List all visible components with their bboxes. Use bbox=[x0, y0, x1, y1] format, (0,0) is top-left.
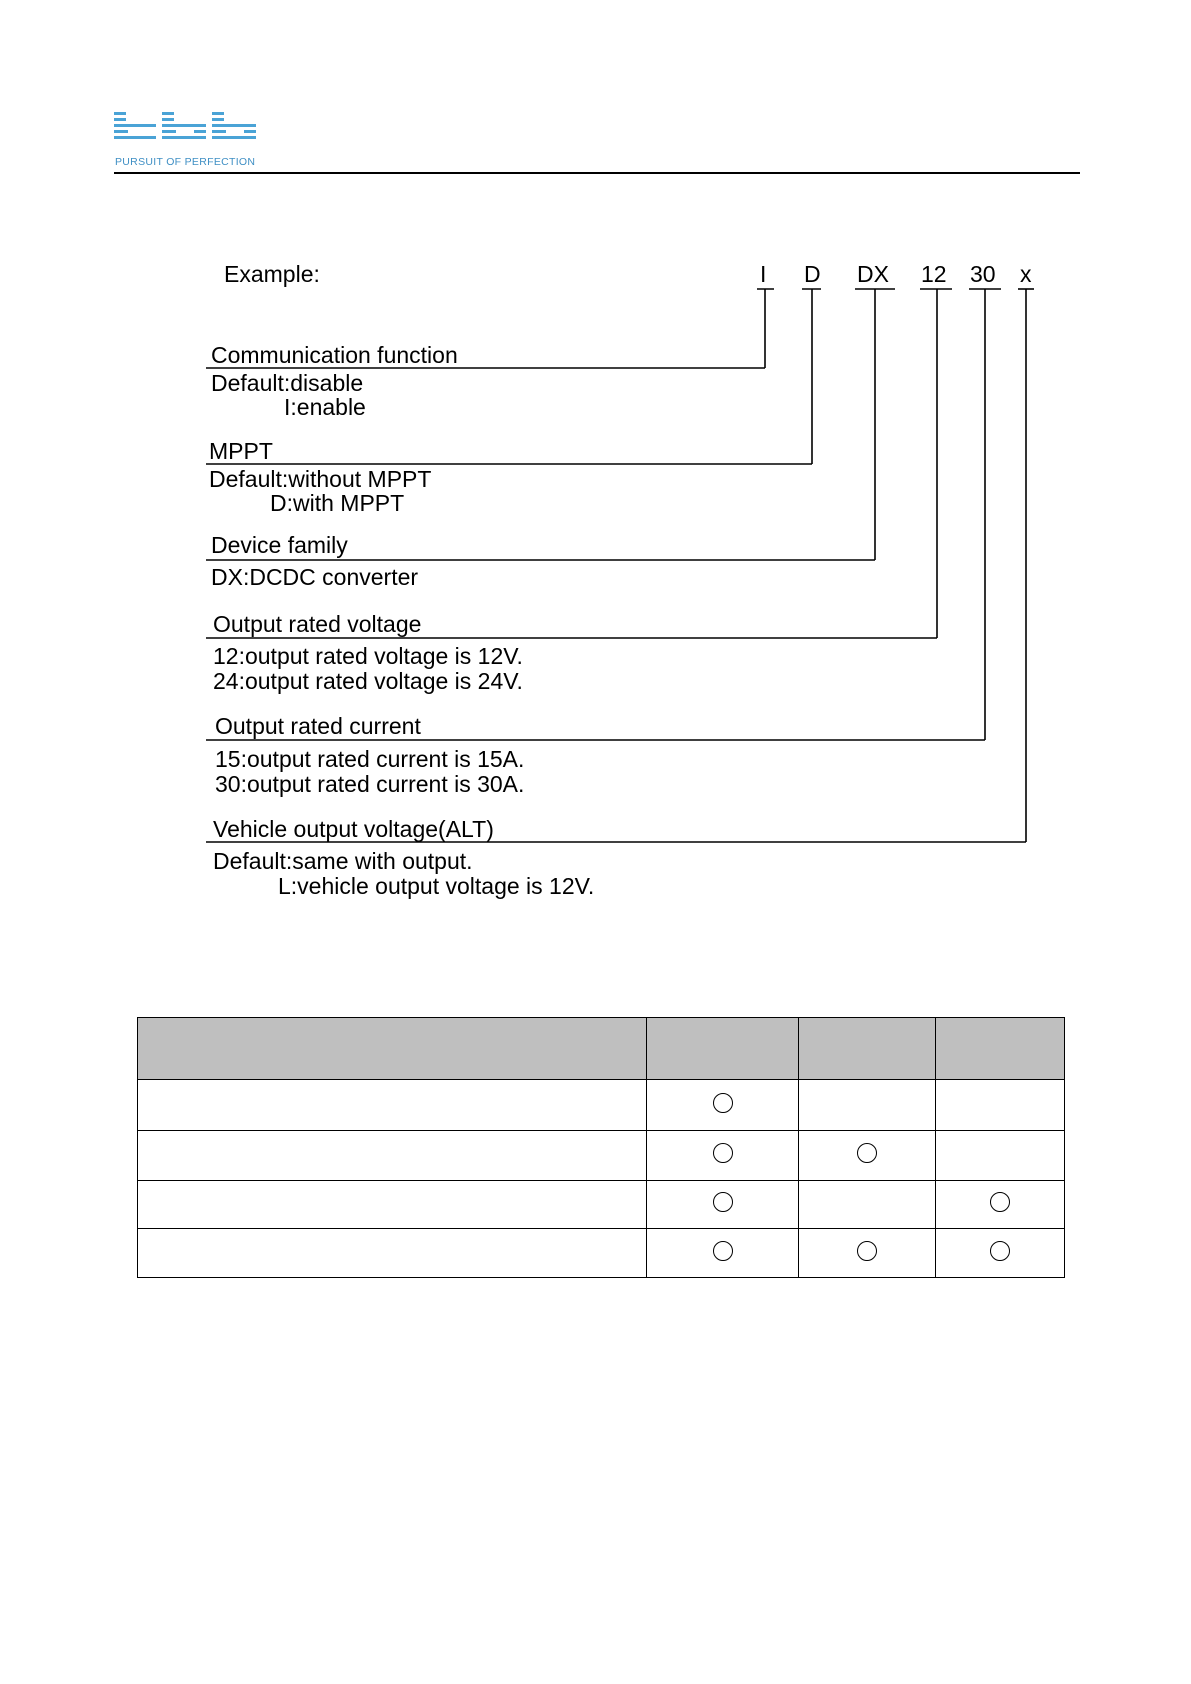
mark-cell bbox=[799, 1080, 936, 1131]
option-voltage-24: 24:output rated voltage is 24V. bbox=[213, 668, 523, 694]
option-vehicle-default: Default:same with output. bbox=[213, 848, 473, 874]
option-mppt-with: D:with MPPT bbox=[270, 490, 405, 516]
row-label bbox=[138, 1229, 647, 1278]
option-mppt-default: Default:without MPPT bbox=[209, 466, 432, 492]
mark-cell bbox=[936, 1131, 1065, 1181]
mark-cell bbox=[799, 1181, 936, 1229]
circle-mark bbox=[713, 1241, 733, 1261]
circle-mark bbox=[713, 1143, 733, 1163]
code-i: I bbox=[760, 261, 767, 287]
mark-cell bbox=[647, 1181, 799, 1229]
row-label bbox=[138, 1131, 647, 1181]
option-current-15: 15:output rated current is 15A. bbox=[215, 746, 525, 772]
circle-mark bbox=[990, 1192, 1010, 1212]
mark-cell bbox=[647, 1131, 799, 1181]
row-label bbox=[138, 1080, 647, 1131]
table-row bbox=[138, 1229, 1065, 1278]
table-row bbox=[138, 1080, 1065, 1131]
circle-mark bbox=[857, 1241, 877, 1261]
table-header-row bbox=[138, 1018, 1065, 1080]
mark-cell bbox=[936, 1181, 1065, 1229]
option-communication-enable: I:enable bbox=[284, 394, 366, 420]
section-title-output-voltage: Output rated voltage bbox=[213, 611, 422, 637]
section-title-output-current: Output rated current bbox=[215, 713, 421, 739]
header-cell-col1 bbox=[647, 1018, 799, 1080]
code-dx: DX bbox=[857, 261, 889, 287]
section-title-vehicle-voltage: Vehicle output voltage(ALT) bbox=[213, 816, 494, 842]
tagline: PURSUIT OF PERFECTION bbox=[115, 156, 256, 168]
mark-cell bbox=[647, 1229, 799, 1278]
code-d: D bbox=[804, 261, 821, 287]
option-device-dx: DX:DCDC converter bbox=[211, 564, 419, 590]
section-title-communication: Communication function bbox=[211, 342, 458, 368]
option-communication-default: Default:disable bbox=[211, 370, 364, 396]
header-cell-col3 bbox=[936, 1018, 1065, 1080]
circle-mark bbox=[857, 1143, 877, 1163]
section-title-mppt: MPPT bbox=[209, 438, 273, 464]
code-x: x bbox=[1020, 261, 1032, 287]
circle-mark bbox=[713, 1093, 733, 1113]
circle-mark bbox=[713, 1192, 733, 1212]
mark-cell bbox=[647, 1080, 799, 1131]
circle-mark bbox=[990, 1241, 1010, 1261]
mark-cell bbox=[799, 1131, 936, 1181]
mark-cell bbox=[936, 1229, 1065, 1278]
option-vehicle-l: L:vehicle output voltage is 12V. bbox=[278, 873, 595, 899]
example-label: Example: bbox=[224, 261, 320, 287]
table-row bbox=[138, 1181, 1065, 1229]
header-cell-label bbox=[138, 1018, 647, 1080]
options-table bbox=[137, 1017, 1065, 1278]
section-title-device-family: Device family bbox=[211, 532, 348, 558]
row-label bbox=[138, 1181, 647, 1229]
option-voltage-12: 12:output rated voltage is 12V. bbox=[213, 643, 523, 669]
table-row bbox=[138, 1131, 1065, 1181]
option-current-30: 30:output rated current is 30A. bbox=[215, 771, 525, 797]
code-12: 12 bbox=[921, 261, 947, 287]
mark-cell bbox=[799, 1229, 936, 1278]
code-30: 30 bbox=[970, 261, 996, 287]
mark-cell bbox=[936, 1080, 1065, 1131]
header-cell-col2 bbox=[799, 1018, 936, 1080]
